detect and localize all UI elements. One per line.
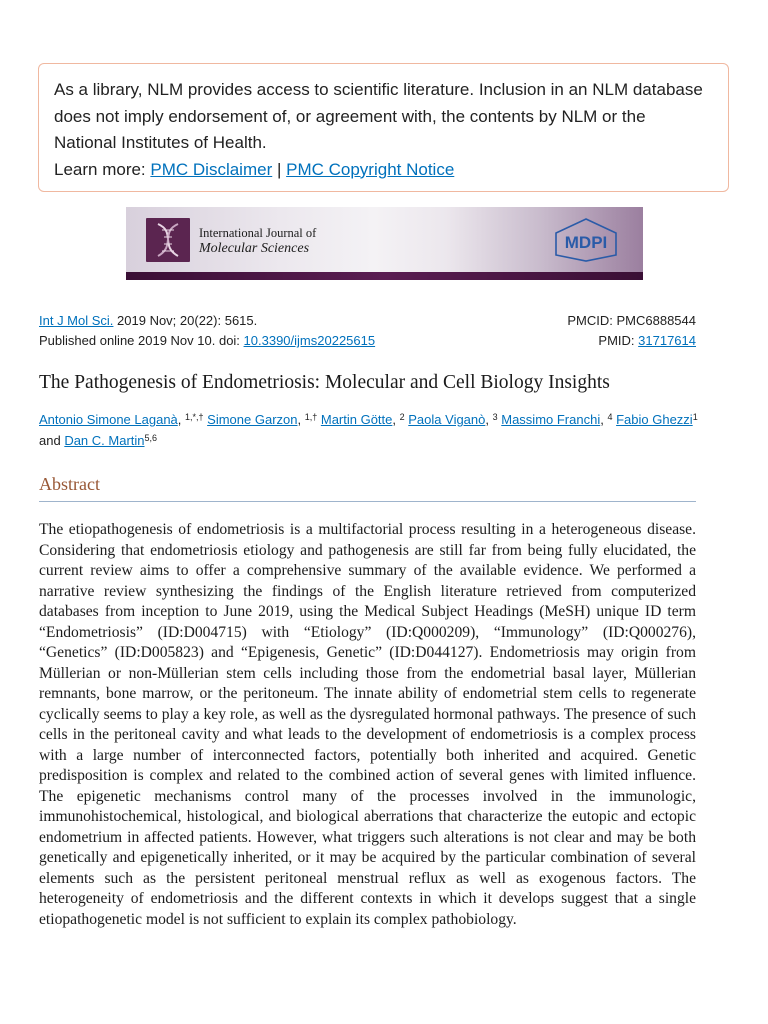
journal-name-line1: International Journal of <box>199 226 317 240</box>
author-link[interactable]: Fabio Ghezzi <box>616 412 693 427</box>
author-affiliation: 2 <box>399 412 405 422</box>
article-title: The Pathogenesis of Endometriosis: Molecular and Cell Biology Insights <box>39 372 610 393</box>
author-affiliation: 4 <box>607 412 613 422</box>
pmc-copyright-notice-link[interactable]: PMC Copyright Notice <box>286 159 455 179</box>
author-affiliation: 5,6 <box>144 433 158 443</box>
disclaimer-text: As a library, NLM provides access to scientific literature. Inclusion in an NLM database does not imply endorsement of, or agreement with, the contents by NLM or the National Institutes of Health. <box>54 80 703 152</box>
author-link[interactable]: Martin Götte <box>320 412 393 427</box>
author-separator: , <box>297 412 305 427</box>
pmc-disclaimer-link[interactable]: PMC Disclaimer <box>150 159 273 179</box>
author-separator: , <box>177 412 186 427</box>
author-separator: , <box>600 412 608 427</box>
dna-logo-icon <box>146 218 190 262</box>
author-link[interactable]: Simone Garzon <box>207 412 298 427</box>
journal-banner[interactable] <box>126 207 643 280</box>
journal-name-line2: Molecular Sciences <box>199 241 310 256</box>
publisher-logo-text: MDPI <box>564 233 608 252</box>
issue-info: 2019 Nov; 20(22): 5615. <box>113 313 258 328</box>
doi-link[interactable]: 10.3390/ijms20225615 <box>243 333 376 348</box>
article-ids <box>567 311 696 351</box>
author-link[interactable]: Paola Viganò <box>408 412 486 427</box>
abstract-body: The etiopathogenesis of endometriosis is a multifactorial process resulting in a heterogeneous disease. Considering that endometriosis etiology and pathogenesis are still far from being fully elucidated, the current review aims to offer a comprehensive summary of the available evidence. We performed a narrative review synthesizing the findings of the English literature retrieved from computerized databases from inception to June 2019, using the Medical Subject Headings (MeSH) unique ID term “Endometriosis” (ID:D004715) with “Etiology” (ID:Q000209), “Immunology” (ID:Q000276), “Genetics” (ID:D005823) and “Epigenesis, Genetic” (ID:D044127). Endometriosis may origin from Müllerian or non-Müllerian stem cells including those from the endometrial basal layer, Müllerian remnants, bone marrow, or the peritoneum. The innate ability of endometrial stem cells to regenerate cyclically seems to play a key role, as well as the dysregulated hormonal pathways. The presence of such cells in the peritoneal cavity and what leads to the development of endometriosis is a complex process with a large number of interconnected factors, potentially both inherited and acquired. Genetic predisposition is complex and related to the combined action of several genes with limited influence. The epigenetic mechanisms control many of the processes involved in the immunologic, immunohistochemical, histological, and biological aberrations that characterize the eutopic and ectopic endometrium in affected patients. However, what triggers such alterations is not clear and may be both genetically and epigenetically inherited, or it may be acquired by the particular combination of several elements such as the persistent peritoneal menstrual reflux as well as exogenous factors. The heterogeneity of endometriosis and the different contexts in which it develops suggest that a single etiopathogenetic model is not sufficient to explain its complex pathobiology. <box>39 521 696 928</box>
citation-info <box>39 311 375 351</box>
author-link[interactable]: Dan C. Martin <box>64 433 145 448</box>
published-online: Published online 2019 Nov 10. doi: <box>39 333 244 348</box>
author-separator: , <box>485 412 493 427</box>
nlm-disclaimer-box <box>38 63 729 192</box>
author-affiliation: 3 <box>492 412 498 422</box>
pmid-label: PMID: <box>598 333 639 348</box>
author-affiliation: 1,*,† <box>185 412 204 422</box>
banner-bottom-bar <box>126 272 643 280</box>
author-link[interactable]: Antonio Simone Laganà <box>39 412 178 427</box>
pmid-link[interactable]: 31717614 <box>638 333 696 348</box>
author-affiliation: 1 <box>692 412 698 422</box>
author-link[interactable]: Massimo Franchi <box>501 412 601 427</box>
author-affiliation: 1,† <box>304 412 318 422</box>
mdpi-logo-icon <box>550 217 622 263</box>
and-text: and <box>39 433 65 448</box>
author-separator: , <box>392 412 400 427</box>
journal-logo-text <box>199 225 316 257</box>
abstract-heading: Abstract <box>39 474 696 502</box>
learn-more-label: Learn more: <box>54 159 151 179</box>
link-separator: | <box>272 159 287 179</box>
pmcid: PMCID: PMC6888544 <box>567 313 696 328</box>
author-list <box>39 409 709 451</box>
journal-link[interactable]: Int J Mol Sci. <box>39 313 114 328</box>
